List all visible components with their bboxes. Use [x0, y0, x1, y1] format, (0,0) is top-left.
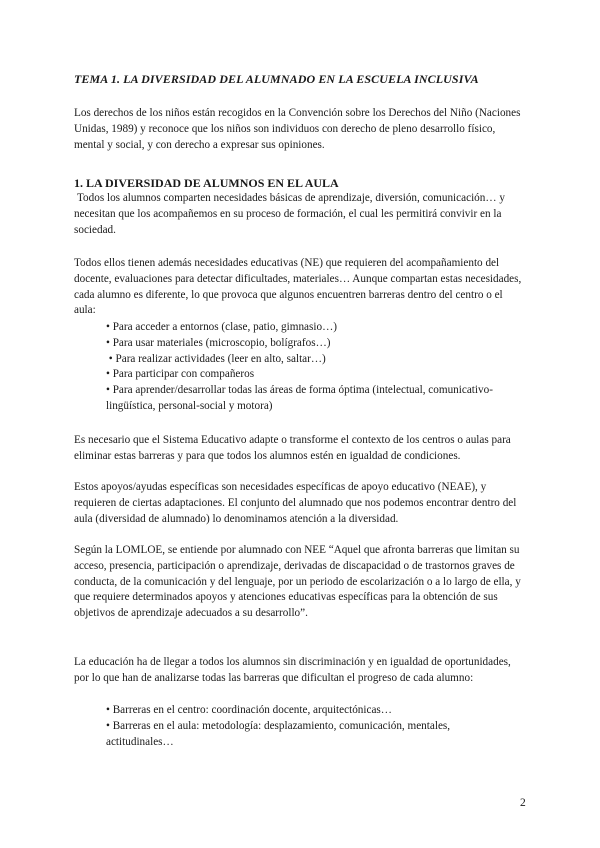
list-item: • Para participar con compañeros [106, 368, 255, 381]
neae-paragraph: Estos apoyos/ayudas específicas son necesidades específicas de apoyo educativo (NEAE), y requieren de ciertas adaptaciones. El conjunto del alumnado que nos podemos encontrar dentro del aula (diversidad de alumnado) lo denominamos atención a la diversidad. [74, 481, 517, 525]
list-item: • Para aprender/desarrollar todas las áreas de forma óptima (intelectual, comunicativo-lingüística, personal-social y motora) [106, 384, 493, 412]
document-title: TEMA 1. LA DIVERSIDAD DEL ALUMNADO EN LA ESCUELA INCLUSIVA [74, 72, 479, 86]
list-item: • Barreras en el aula: metodología: desplazamiento, comunicación, mentales, actitudinales… [106, 719, 451, 748]
barriers-types-list [106, 703, 526, 750]
page-number: 2 [520, 797, 526, 809]
barriers-list [106, 320, 526, 415]
list-item: • Para usar materiales (microscopio, bolígrafos…) [106, 336, 331, 349]
intro-paragraph: Los derechos de los niños están recogidos en la Convención sobre los Derechos del Niño (Naciones Unidas, 1989) y reconoce que los niños son individuos con derecho de pleno desarrollo físico, mental y social, y con derecho a expresar sus opiniones. [74, 107, 521, 151]
educational-needs-paragraph: Todos ellos tienen además necesidades educativas (NE) que requieren del acompañamiento del docente, evaluaciones para detectar dificultades, materiales… Aunque compartan estas necesidades, cada alumno es diferente, lo que provoca que algunos encuentren barreras dentro del centro o el aula: [74, 257, 522, 317]
section-heading: 1. LA DIVERSIDAD DE ALUMNOS EN EL AULA [74, 176, 339, 190]
list-item: • Para realizar actividades (leer en alto, saltar…) [106, 352, 326, 365]
education-system-paragraph: Es necesario que el Sistema Educativo adapte o transforme el contexto de los centros o aulas para eliminar estas barreras y para que todos los alumnos estén en igualdad de condiciones. [74, 434, 511, 462]
inclusive-education-paragraph: La educación ha de llegar a todos los alumnos sin discriminación y en igualdad de oportunidades, por lo que han de analizarse todas las barreras que dificultan el progreso de cada alumno: [74, 656, 511, 684]
lomloe-paragraph: Según la LOMLOE, se entiende por alumnado con NEE “Aquel que afronta barreras que limitan su acceso, presencia, participación o aprendizaje, derivadas de discapacidad o de trastornos graves de conducta, de la comunicación y del lenguaje, por un periodo de escolarización o a lo largo de ella, y que requiere determinados apoyos y atenciones educativas específicas para la obtención de sus objetivos de aprendizaje adecuados a su desarrollo”. [74, 544, 521, 620]
list-item: • Para acceder a entornos (clase, patio, gimnasio…) [106, 321, 337, 333]
list-item: • Barreras en el centro: coordinación docente, arquitectónicas… [106, 704, 392, 716]
needs-paragraph: Todos los alumnos comparten necesidades básicas de aprendizaje, diversión, comunicación… y necesitan que los acompañemos en su proceso de formación, el cual les permitirá convivir en la sociedad. [74, 192, 505, 236]
